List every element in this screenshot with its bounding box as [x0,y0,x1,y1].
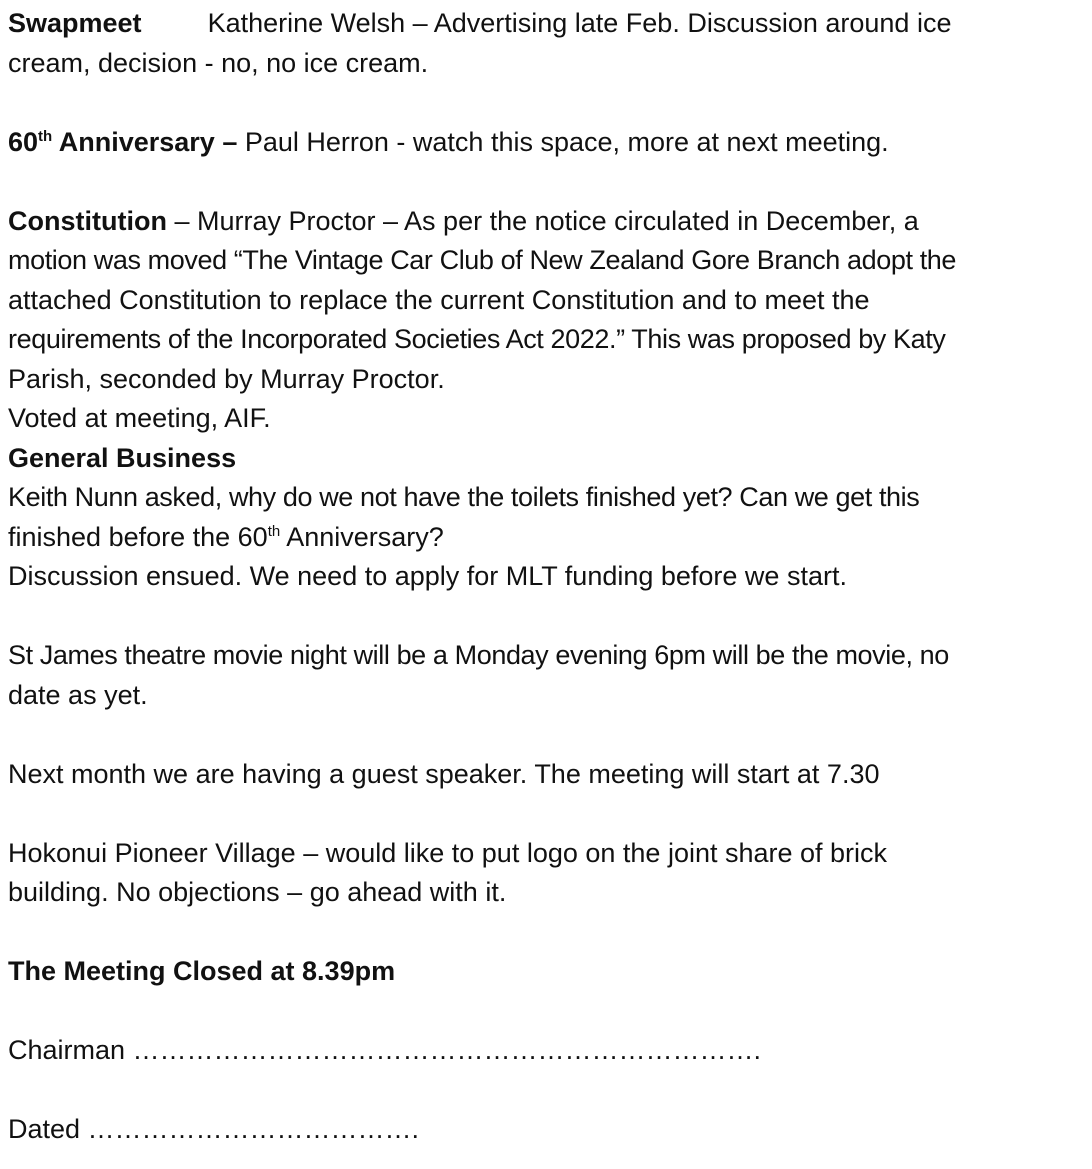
swapmeet-line-2: cream, decision - no, no ice cream. [8,47,429,78]
general-business-line-2 [8,518,1084,558]
constitution-heading: Constitution [8,205,167,236]
meeting-closed-text: The Meeting Closed at 8.39pm [8,956,396,986]
swapmeet-line-1 [8,4,1084,44]
swapmeet-section [8,4,1084,83]
anniversary-heading-text: Anniversary [52,126,215,157]
general-business-heading [8,439,1084,479]
movie-night-line-1: St James theatre movie night will be a Monday evening 6pm will be the movie, no [8,640,949,670]
general-business-line-2-post: Anniversary? [280,521,444,552]
constitution-line-6: Voted at meeting, AIF. [8,403,271,433]
anniversary-section [8,123,1084,163]
anniversary-text: Paul Herron - watch this space, more at next meeting. [244,126,889,157]
constitution-line-4: requirements of the Incorporated Societies Act 2022.” This was proposed by Katy [8,324,946,354]
constitution-line-5: Parish, seconded by Murray Proctor. [8,363,445,394]
dated-line: Dated ………………………………. [8,1114,420,1144]
general-business-section [8,439,1084,597]
anniversary-dash: – [214,126,245,157]
general-business-line-2-pre: finished before the 60 [8,521,268,552]
constitution-line-1 [8,202,1084,242]
chairman-signature-line: Chairman ……………………………………………………………. [8,1035,762,1065]
anniversary-ordinal: th [38,127,53,145]
swapmeet-heading: Swapmeet [8,8,142,38]
guest-speaker-line: Next month we are having a guest speaker. The meeting will start at 7.30 [8,758,880,789]
anniversary-number: 60 [8,126,39,157]
constitution-section [8,202,1084,439]
swapmeet-text-1: Katherine Welsh – Advertising late Feb. Discussion around ice [207,8,952,38]
movie-night-section [8,636,1084,715]
general-business-line-3: Discussion ensued. We need to apply for MLT funding before we start. [8,561,847,591]
guest-speaker-section [8,755,1084,795]
anniversary-line [8,123,1084,163]
constitution-line-3: attached Constitution to replace the current Constitution and to meet the [8,284,870,315]
general-business-ordinal: th [267,522,281,540]
meeting-closed-line [8,952,1084,992]
general-business-heading-text: General Business [8,442,237,473]
signature-section [8,1031,1084,1150]
constitution-text-1: – Murray Proctor – As per the notice circulated in December, a [166,205,919,236]
closing-section [8,952,1084,992]
pioneer-village-line-2: building. No objections – go ahead with it. [8,877,507,907]
movie-night-line-2: date as yet. [8,679,148,710]
pioneer-village-line-1: Hokonui Pioneer Village – would like to put logo on the joint share of brick [8,837,888,868]
constitution-line-2: motion was moved “The Vintage Car Club of New Zealand Gore Branch adopt the [8,245,957,275]
general-business-line-1: Keith Nunn asked, why do we not have the toilets finished yet? Can we get this [8,482,920,512]
pioneer-village-section [8,834,1084,913]
anniversary-heading [8,127,245,157]
